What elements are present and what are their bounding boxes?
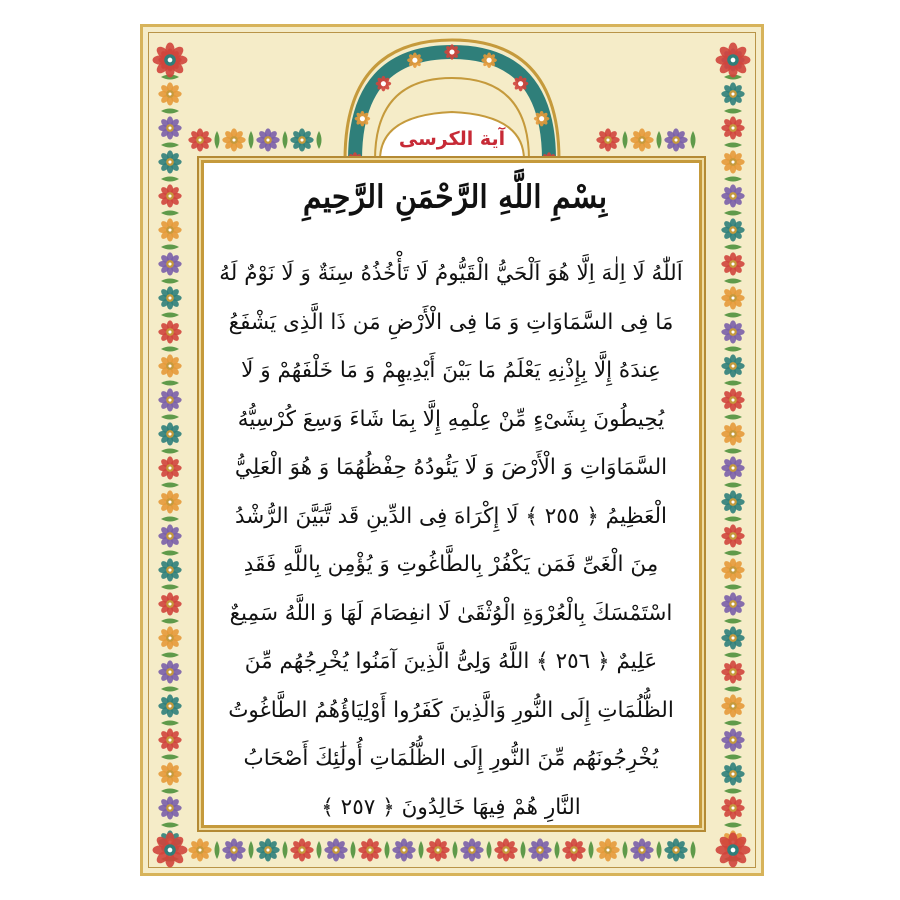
flower-ornament-icon: [721, 388, 744, 411]
flower-ornament-icon: [158, 286, 181, 309]
verse-line-8: اسْتَمْسَكَ بِالْعُرْوَةِ الْوُثْقَىٰ لَا انفِصَامَ لَهَا وَ اللَّهُ سَمِيعٌ: [229, 600, 673, 626]
leaf-ornament-icon: [161, 789, 179, 794]
leaf-ornament-icon: [724, 449, 742, 454]
flower-ornament-icon: [721, 218, 744, 241]
flower-ornament-icon: [158, 252, 181, 275]
flower-ornament-icon: [158, 422, 181, 445]
flower-ornament-icon: [256, 838, 279, 861]
flower-ornament-icon: [256, 128, 279, 151]
leaf-ornament-icon: [161, 347, 179, 352]
flower-ornament-icon: [721, 116, 744, 139]
verse-line-4: يُحِيطُونَ بِشَىْءٍ مِّنْ عِلْمِهِ إِلَّا بِمَا شَاءَ وَسِعَ كُرْسِيُّهُ: [237, 406, 665, 432]
flower-ornament-icon: [460, 838, 483, 861]
page-title: آية الكرسى: [398, 128, 506, 150]
verse-text-block: [218, 250, 684, 832]
flower-ornament-icon: [721, 320, 744, 343]
arch-flower-icon: [407, 52, 423, 68]
leaf-ornament-icon: [724, 415, 742, 420]
leaf-ornament-icon: [589, 841, 594, 859]
flower-ornament-icon: [158, 558, 181, 581]
flower-ornament-icon: [158, 694, 181, 717]
flower-ornament-icon: [158, 354, 181, 377]
arch-flower-icon: [376, 76, 392, 92]
verse-line-9: عَلِيمٌ ﴿ ٢٥٦ ﴾ اللَّهُ وَلِىُّ الَّذِينَ آمَنُوا يُخْرِجُهُم مِّنَ: [244, 649, 658, 674]
leaf-ornament-icon: [317, 131, 322, 149]
flower-ornament-icon: [721, 82, 744, 105]
flower-ornament-icon: [158, 728, 181, 751]
flower-ornament-icon: [721, 490, 744, 513]
arch-flower-icon: [513, 76, 529, 92]
verse-line-10: الظُّلُمَاتِ إِلَى النُّورِ وَالَّذِينَ كَفَرُوا أَوْلِيَاؤُهُمُ الطَّاغُوتُ: [228, 697, 674, 723]
flower-ornament-icon: [721, 728, 744, 751]
leaf-ornament-icon: [724, 551, 742, 556]
leaf-ornament-icon: [724, 177, 742, 182]
leaf-ornament-icon: [724, 823, 742, 828]
verse-line-6: الْعَظِيمُ ﴿ ٢٥٥ ﴾ لَا إِكْرَاهَ فِى الدِّينِ قَد تَّبَيَّنَ الرُّشْدُ: [234, 503, 668, 529]
verse-line-11: يُخْرِجُونَهُم مِّنَ النُّورِ إِلَى الظُّلُمَاتِ أُولَٰئِكَ أَصْحَابُ: [243, 746, 659, 771]
verse-line-5: السَّمَاوَاتِ وَ الْأَرْضَ وَ لَا يَئُودُهُ حِفْظُهُمَا وَ هُوَ الْعَلِيُّ: [234, 455, 668, 480]
leaf-ornament-icon: [691, 841, 696, 859]
leaf-ornament-icon: [161, 245, 179, 250]
flower-ornament-icon: [630, 838, 653, 861]
flower-ornament-icon: [158, 150, 181, 173]
basmala-calligraphy: بِسْمِ اللَّهِ الرَّحْمَنِ الرَّحِيمِ: [302, 179, 608, 216]
flower-ornament-icon: [158, 116, 181, 139]
arch-flower-icon: [444, 44, 460, 60]
arch-flower-icon: [534, 111, 550, 127]
flower-ornament-icon: [358, 838, 381, 861]
leaf-ornament-icon: [283, 131, 288, 149]
leaf-ornament-icon: [724, 381, 742, 386]
flower-ornament-icon: [158, 320, 181, 343]
leaf-ornament-icon: [419, 841, 424, 859]
flower-ornament-icon: [426, 838, 449, 861]
leaf-ornament-icon: [385, 841, 390, 859]
flower-ornament-icon: [596, 838, 619, 861]
flower-ornament-icon: [188, 128, 211, 151]
flower-ornament-icon: [528, 838, 551, 861]
flower-ornament-icon: [158, 388, 181, 411]
flower-ornament-icon: [721, 286, 744, 309]
flower-ornament-icon: [290, 128, 313, 151]
flower-ornament-icon: [392, 838, 415, 861]
flower-ornament-icon: [188, 838, 211, 861]
leaf-ornament-icon: [161, 109, 179, 114]
flower-ornament-icon: [721, 524, 744, 547]
leaf-ornament-icon: [161, 721, 179, 726]
flower-ornament-icon: [721, 762, 744, 785]
leaf-ornament-icon: [724, 245, 742, 250]
leaf-ornament-icon: [724, 483, 742, 488]
leaf-ornament-icon: [453, 841, 458, 859]
leaf-ornament-icon: [691, 131, 696, 149]
flower-ornament-icon: [158, 796, 181, 819]
leaf-ornament-icon: [724, 721, 742, 726]
flower-ornament-icon: [562, 838, 585, 861]
leaf-ornament-icon: [724, 313, 742, 318]
leaf-ornament-icon: [161, 211, 179, 216]
leaf-ornament-icon: [161, 653, 179, 658]
arch-flower-icon: [355, 111, 371, 127]
flower-ornament-icon: [721, 354, 744, 377]
leaf-ornament-icon: [161, 449, 179, 454]
leaf-ornament-icon: [161, 823, 179, 828]
corner-medallion-icon: [153, 43, 188, 78]
flower-ornament-icon: [290, 838, 313, 861]
leaf-ornament-icon: [351, 841, 356, 859]
leaf-ornament-icon: [724, 347, 742, 352]
arch-flower-icon: [481, 52, 497, 68]
leaf-ornament-icon: [724, 653, 742, 658]
leaf-ornament-icon: [161, 279, 179, 284]
leaf-ornament-icon: [215, 131, 220, 149]
leaf-ornament-icon: [317, 841, 322, 859]
corner-medallion-icon: [716, 43, 751, 78]
flower-ornament-icon: [222, 838, 245, 861]
leaf-ornament-icon: [283, 841, 288, 859]
flower-ornament-icon: [158, 184, 181, 207]
flower-ornament-icon: [721, 796, 744, 819]
flower-ornament-icon: [158, 456, 181, 479]
leaf-ornament-icon: [249, 841, 254, 859]
flower-ornament-icon: [721, 626, 744, 649]
flower-ornament-icon: [721, 592, 744, 615]
leaf-ornament-icon: [161, 551, 179, 556]
leaf-ornament-icon: [724, 755, 742, 760]
leaf-ornament-icon: [161, 517, 179, 522]
corner-medallion-icon: [716, 833, 751, 868]
flower-ornament-icon: [158, 626, 181, 649]
flower-ornament-icon: [721, 694, 744, 717]
leaf-ornament-icon: [555, 841, 560, 859]
flower-ornament-icon: [158, 82, 181, 105]
flower-ornament-icon: [158, 762, 181, 785]
leaf-ornament-icon: [724, 109, 742, 114]
verse-line-3: عِندَهُ إِلَّا بِإِذْنِهِ يَعْلَمُ مَا بَيْنَ أَيْدِيهِمْ وَ مَا خَلْفَهُمْ وَ لَا: [241, 358, 661, 383]
leaf-ornament-icon: [161, 143, 179, 148]
leaf-ornament-icon: [161, 585, 179, 590]
leaf-ornament-icon: [487, 841, 492, 859]
flower-ornament-icon: [721, 660, 744, 683]
flower-ornament-icon: [158, 592, 181, 615]
flower-ornament-icon: [630, 128, 653, 151]
flower-ornament-icon: [158, 218, 181, 241]
leaf-ornament-icon: [724, 789, 742, 794]
leaf-ornament-icon: [161, 415, 179, 420]
leaf-ornament-icon: [724, 279, 742, 284]
flower-ornament-icon: [158, 524, 181, 547]
flower-ornament-icon: [721, 558, 744, 581]
leaf-ornament-icon: [161, 755, 179, 760]
verse-line-12: النَّارِ هُمْ فِيهَا خَالِدُونَ ﴿ ٢٥٧ ﴾: [321, 794, 581, 820]
flower-ornament-icon: [158, 490, 181, 513]
leaf-ornament-icon: [161, 381, 179, 386]
leaf-ornament-icon: [724, 687, 742, 692]
verse-line-7: مِنَ الْغَىِّ فَمَن يَكْفُرْ بِالطَّاغُوتِ وَ يُؤْمِن بِاللَّهِ فَقَدِ: [243, 552, 659, 577]
leaf-ornament-icon: [623, 131, 628, 149]
leaf-ornament-icon: [657, 841, 662, 859]
leaf-ornament-icon: [657, 131, 662, 149]
leaf-ornament-icon: [724, 143, 742, 148]
flower-ornament-icon: [721, 184, 744, 207]
flower-ornament-icon: [596, 128, 619, 151]
flower-ornament-icon: [721, 422, 744, 445]
leaf-ornament-icon: [161, 483, 179, 488]
flower-ornament-icon: [664, 128, 687, 151]
leaf-ornament-icon: [161, 619, 179, 624]
leaf-ornament-icon: [724, 619, 742, 624]
leaf-ornament-icon: [623, 841, 628, 859]
verse-line-2: مَا فِى السَّمَاوَاتِ وَ مَا فِى الْأَرْضِ مَن ذَا الَّذِى يَشْفَعُ: [228, 309, 674, 335]
flower-ornament-icon: [721, 150, 744, 173]
leaf-ornament-icon: [521, 841, 526, 859]
flower-ornament-icon: [721, 252, 744, 275]
leaf-ornament-icon: [215, 841, 220, 859]
flower-ornament-icon: [721, 456, 744, 479]
corner-medallion-icon: [153, 833, 188, 868]
flower-ornament-icon: [222, 128, 245, 151]
leaf-ornament-icon: [161, 313, 179, 318]
leaf-ornament-icon: [161, 687, 179, 692]
flower-ornament-icon: [664, 838, 687, 861]
leaf-ornament-icon: [724, 211, 742, 216]
leaf-ornament-icon: [724, 585, 742, 590]
flower-ornament-icon: [158, 660, 181, 683]
leaf-ornament-icon: [249, 131, 254, 149]
leaf-ornament-icon: [724, 517, 742, 522]
verse-line-1: اَللّٰهُ لَا اِلٰهَ اِلَّا هُوَ اَلْحَيُّ الْقَيُّومُ لَا تَأْخُذُهُ سِنَةٌ وَ لَا نَوْمٌ لَهُ: [219, 261, 683, 286]
leaf-ornament-icon: [161, 177, 179, 182]
flower-ornament-icon: [494, 838, 517, 861]
flower-ornament-icon: [324, 838, 347, 861]
